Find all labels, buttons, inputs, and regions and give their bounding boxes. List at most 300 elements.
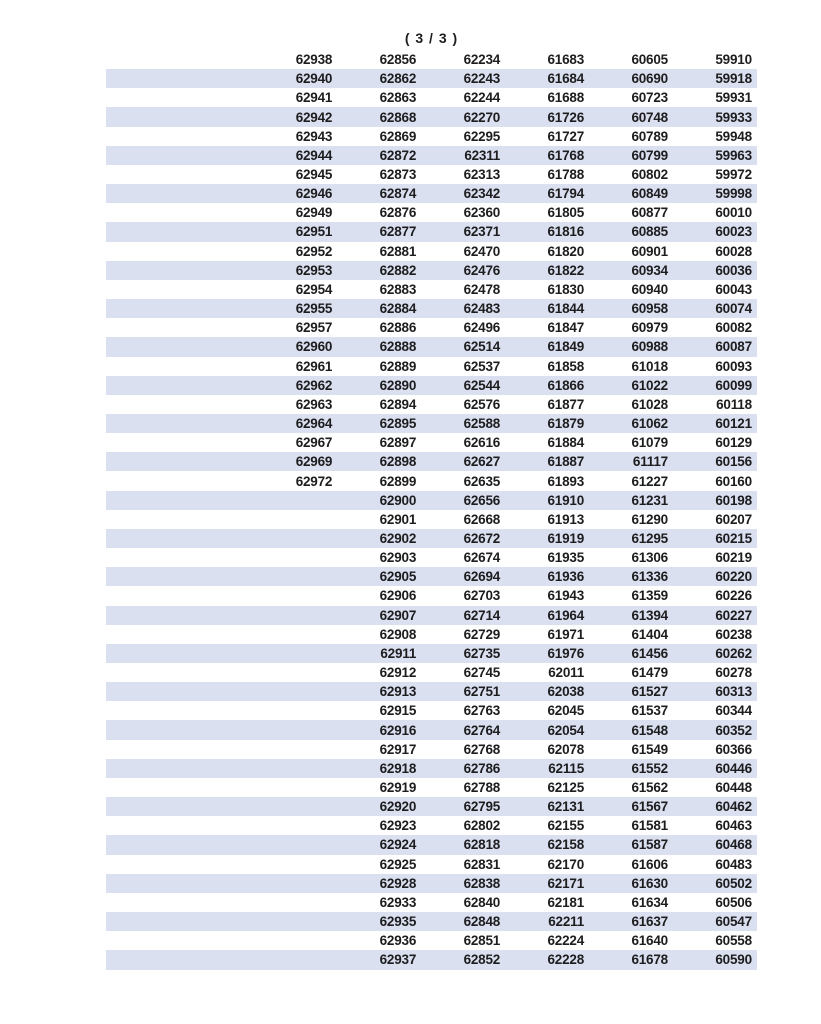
table-row: [106, 395, 757, 414]
table-cell: 62588: [463, 416, 501, 432]
table-cell: 62537: [463, 358, 501, 374]
table-cell: 60036: [715, 262, 752, 278]
table-cell: 62908: [379, 626, 417, 642]
table-cell: 62672: [463, 530, 501, 546]
table-cell: 61847: [547, 320, 585, 336]
table-cell: 62964: [295, 416, 333, 432]
table-row: [106, 759, 757, 778]
table-cell: 62946: [295, 186, 333, 202]
table-cell: 62906: [379, 588, 417, 604]
table-cell: 62936: [379, 933, 417, 949]
table-cell: 62962: [295, 377, 333, 393]
table-cell: 61820: [547, 243, 585, 259]
table-cell: 60901: [631, 243, 668, 259]
table-cell: 62890: [379, 377, 417, 393]
table-cell: 62703: [463, 588, 501, 604]
table-row: [106, 567, 757, 586]
table-row: [106, 242, 757, 261]
table-row: [106, 740, 757, 759]
table-cell: 60958: [631, 301, 668, 317]
table-cell: 62884: [379, 301, 417, 317]
table-cell: 61306: [631, 550, 668, 566]
table-cell: 62735: [463, 645, 501, 661]
table-cell: 62158: [547, 837, 585, 853]
table-cell: 62868: [379, 109, 417, 125]
table-cell: 59972: [715, 167, 752, 183]
table-cell: 62576: [463, 396, 501, 412]
table-cell: 61816: [547, 224, 585, 240]
table-cell: 62907: [379, 607, 417, 623]
table-cell: 60082: [715, 320, 752, 336]
table-row: [106, 893, 757, 912]
table-cell: 62903: [379, 550, 417, 566]
table-cell: 62886: [379, 320, 417, 336]
table-row: [106, 855, 757, 874]
table-row: [106, 835, 757, 854]
table-cell: 59931: [715, 90, 752, 106]
table-cell: 60238: [715, 626, 752, 642]
table-cell: 62038: [547, 684, 585, 700]
table-cell: 62360: [463, 205, 501, 221]
table-row: [106, 318, 757, 337]
table-cell: 62211: [548, 914, 585, 930]
table-cell: 61678: [631, 952, 668, 968]
table-cell: 62960: [295, 339, 333, 355]
table-cell: 62901: [379, 511, 417, 527]
table-cell: 60940: [631, 281, 668, 297]
table-cell: 62483: [463, 301, 501, 317]
table-cell: 59918: [715, 71, 752, 87]
table-cell: 61231: [631, 492, 668, 508]
table-cell: 60344: [715, 703, 752, 719]
table-cell: 62955: [295, 301, 333, 317]
table-cell: 62851: [463, 933, 501, 949]
table-cell: 61805: [547, 205, 585, 221]
table-cell: 62944: [295, 147, 333, 163]
table-cell: 62915: [379, 703, 417, 719]
table-cell: 61936: [547, 569, 585, 585]
table-row: [106, 950, 757, 969]
table-cell: 60215: [715, 530, 752, 546]
table-row: [106, 797, 757, 816]
table-cell: 62935: [379, 914, 417, 930]
table-cell: 62131: [547, 799, 585, 815]
table-cell: 62856: [379, 52, 417, 68]
table-cell: 62078: [547, 741, 585, 757]
table-cell: 61637: [631, 914, 668, 930]
table-cell: 62898: [379, 454, 417, 470]
table-cell: 62888: [379, 339, 417, 355]
table-cell: 62925: [379, 856, 417, 872]
table-row: [106, 299, 757, 318]
table-row: [106, 203, 757, 222]
table-cell: 62786: [463, 760, 501, 776]
table-cell: 61479: [631, 665, 668, 681]
table-cell: 62818: [463, 837, 501, 853]
table-cell: 61018: [631, 358, 668, 374]
table-cell: 62872: [379, 147, 417, 163]
table-cell: 60262: [715, 645, 752, 661]
table-cell: 62840: [463, 894, 501, 910]
table-cell: 60558: [715, 933, 752, 949]
table-cell: 62883: [379, 281, 417, 297]
table-cell: 62848: [463, 914, 501, 930]
table-cell: 61606: [631, 856, 668, 872]
table-cell: 60160: [715, 473, 752, 489]
table-cell: 60129: [715, 435, 752, 451]
table-cell: 60799: [631, 147, 668, 163]
table-cell: 61394: [631, 607, 668, 623]
table-row: [106, 337, 757, 356]
table-row: [106, 261, 757, 280]
table-cell: 61117: [632, 454, 668, 470]
table-cell: 62802: [463, 818, 501, 834]
table-cell: 62313: [463, 167, 501, 183]
table-row: [106, 107, 757, 126]
table-cell: 60446: [715, 760, 752, 776]
table-cell: 62125: [547, 780, 585, 796]
table-cell: 60934: [631, 262, 668, 278]
table-cell: 62170: [547, 856, 585, 872]
table-cell: 62228: [547, 952, 585, 968]
table-cell: 62917: [379, 741, 417, 757]
table-cell: 62889: [379, 358, 417, 374]
table-cell: 62951: [295, 224, 333, 240]
table-cell: 61587: [631, 837, 668, 853]
table-cell: 62656: [463, 492, 501, 508]
table-row: [106, 625, 757, 644]
table-cell: 61976: [547, 645, 585, 661]
table-cell: 62155: [547, 818, 585, 834]
table-cell: 61630: [631, 875, 668, 891]
table-cell: 62874: [379, 186, 417, 202]
table-cell: 61971: [547, 626, 585, 642]
table-cell: 61866: [547, 377, 585, 393]
table-cell: 61640: [631, 933, 668, 949]
table-cell: 62729: [463, 626, 501, 642]
table-cell: 62897: [379, 435, 417, 451]
table-row: [106, 452, 757, 471]
table-cell: 61822: [547, 262, 585, 278]
table-cell: 60877: [631, 205, 668, 221]
table-cell: 59910: [715, 52, 752, 68]
table-cell: 60723: [631, 90, 668, 106]
table-cell: 62244: [463, 90, 501, 106]
table-cell: 60043: [715, 281, 752, 297]
table-cell: 60010: [715, 205, 752, 221]
table-cell: 61794: [547, 186, 585, 202]
table-cell: 62941: [295, 90, 333, 106]
table-cell: 60988: [631, 339, 668, 355]
table-cell: 62949: [295, 205, 333, 221]
table-cell: 62967: [295, 435, 333, 451]
table-cell: 62972: [295, 473, 333, 489]
table-cell: 62876: [379, 205, 417, 221]
table-row: [106, 529, 757, 548]
table-cell: 62928: [379, 875, 417, 891]
table-row: [106, 146, 757, 165]
table-cell: 62115: [548, 760, 585, 776]
table-cell: 62852: [463, 952, 501, 968]
table-cell: 61727: [547, 128, 585, 144]
table-cell: 61910: [547, 492, 585, 508]
table-cell: 62745: [463, 665, 501, 681]
table-cell: 61879: [547, 416, 585, 432]
table-cell: 61537: [631, 703, 668, 719]
table-row: [106, 184, 757, 203]
table-cell: 62181: [547, 894, 585, 910]
table-cell: 61227: [631, 473, 668, 489]
page-indicator: ( 3 / 3 ): [404, 30, 459, 46]
table-cell: 61935: [547, 550, 585, 566]
table-cell: 62881: [379, 243, 417, 259]
table-cell: 62371: [463, 224, 501, 240]
table-cell: 61022: [631, 377, 668, 393]
table-cell: 62224: [547, 933, 585, 949]
table-cell: 60227: [715, 607, 752, 623]
table-cell: 60605: [631, 52, 668, 68]
table-cell: 61964: [547, 607, 585, 623]
table-cell: 60093: [715, 358, 752, 374]
table-cell: 62627: [463, 454, 501, 470]
table-row: [106, 414, 757, 433]
table-cell: 62869: [379, 128, 417, 144]
table-cell: 62862: [379, 71, 417, 87]
table-cell: 60547: [715, 914, 752, 930]
table-cell: 59998: [715, 186, 752, 202]
table-row: [106, 701, 757, 720]
table-cell: 61548: [631, 722, 668, 738]
table-row: [106, 50, 757, 69]
table-cell: 60463: [715, 818, 752, 834]
table-cell: 62963: [295, 396, 333, 412]
table-cell: 61887: [547, 454, 585, 470]
table-cell: 60590: [715, 952, 752, 968]
table-cell: 60789: [631, 128, 668, 144]
table-cell: 60462: [715, 799, 752, 815]
table-cell: 62243: [463, 71, 501, 87]
table-cell: 62882: [379, 262, 417, 278]
table-row: [106, 433, 757, 452]
table-cell: 62905: [379, 569, 417, 585]
table-cell: 61913: [547, 511, 585, 527]
table-row: [106, 280, 757, 299]
table-cell: 62895: [379, 416, 417, 432]
table-cell: 62953: [295, 262, 333, 278]
table-cell: 62954: [295, 281, 333, 297]
table-cell: 61634: [631, 894, 668, 910]
table-cell: 62920: [379, 799, 417, 815]
table-cell: 61877: [547, 396, 585, 412]
table-cell: 61336: [631, 569, 668, 585]
table-row: [106, 69, 757, 88]
table-cell: 59963: [715, 147, 752, 163]
table-cell: 62942: [295, 109, 333, 125]
table-cell: 60352: [715, 722, 752, 738]
table-cell: 61893: [547, 473, 585, 489]
table-cell: 62011: [548, 665, 585, 681]
table-cell: 62694: [463, 569, 501, 585]
table-cell: 62933: [379, 894, 417, 910]
table-row: [106, 682, 757, 701]
table-cell: 60207: [715, 511, 752, 527]
table-cell: 61726: [547, 109, 585, 125]
table-cell: 61943: [547, 588, 585, 604]
table-cell: 61290: [631, 511, 668, 527]
table-cell: 62918: [379, 760, 417, 776]
table-cell: 61404: [631, 626, 668, 642]
table-cell: 62913: [379, 684, 417, 700]
table-cell: 60099: [715, 377, 752, 393]
table-cell: 62768: [463, 741, 501, 757]
table-cell: 61858: [547, 358, 585, 374]
table-cell: 62764: [463, 722, 501, 738]
table-cell: 62940: [295, 71, 333, 87]
table-cell: 59948: [715, 128, 752, 144]
table-row: [106, 931, 757, 950]
table-cell: 59933: [715, 109, 752, 125]
table-cell: 60506: [715, 894, 752, 910]
table-cell: 62171: [547, 875, 585, 891]
table-row: [106, 376, 757, 395]
table-cell: 61527: [631, 684, 668, 700]
table-row: [106, 548, 757, 567]
table-cell: 62900: [379, 492, 417, 508]
table-cell: 62234: [463, 52, 501, 68]
table-cell: 62919: [379, 780, 417, 796]
table-cell: 61884: [547, 435, 585, 451]
table-cell: 61567: [631, 799, 668, 815]
table-cell: 62899: [379, 473, 417, 489]
table-cell: 60226: [715, 588, 752, 604]
table-cell: 61552: [631, 760, 668, 776]
table-cell: 60468: [715, 837, 752, 853]
table-cell: 60748: [631, 109, 668, 125]
table-cell: 60502: [715, 875, 752, 891]
table-cell: 62894: [379, 396, 417, 412]
table-cell: 60220: [715, 569, 752, 585]
table-cell: 62478: [463, 281, 501, 297]
table-cell: 62863: [379, 90, 417, 106]
table-cell: 62795: [463, 799, 501, 815]
table-cell: 61456: [631, 645, 668, 661]
table-row: [106, 874, 757, 893]
table-cell: 62342: [463, 186, 501, 202]
table-cell: 62937: [379, 952, 417, 968]
table-cell: 60690: [631, 71, 668, 87]
table-cell: 61844: [547, 301, 585, 317]
table-cell: 62877: [379, 224, 417, 240]
table-cell: 60448: [715, 780, 752, 796]
table-row: [106, 491, 757, 510]
table-cell: 61849: [547, 339, 585, 355]
table-cell: 60366: [715, 741, 752, 757]
table-row: [106, 816, 757, 835]
table-cell: 62912: [379, 665, 417, 681]
table-cell: 61581: [631, 818, 668, 834]
table-cell: 61684: [547, 71, 585, 87]
table-cell: 61562: [631, 780, 668, 796]
table-row: [106, 222, 757, 241]
table-cell: 61788: [547, 167, 585, 183]
table-cell: 60023: [715, 224, 752, 240]
table-cell: 60121: [715, 416, 752, 432]
table-row: [106, 720, 757, 739]
number-table: [106, 50, 757, 970]
table-cell: 62952: [295, 243, 333, 259]
table-cell: 62873: [379, 167, 417, 183]
table-cell: 62514: [463, 339, 501, 355]
table-cell: 61079: [631, 435, 668, 451]
table-cell: 60156: [715, 454, 752, 470]
table-cell: 62295: [463, 128, 501, 144]
table-cell: 62496: [463, 320, 501, 336]
table-cell: 61028: [631, 396, 668, 412]
table-cell: 60219: [715, 550, 752, 566]
table-cell: 62924: [379, 837, 417, 853]
table-cell: 62476: [463, 262, 501, 278]
table-cell: 60979: [631, 320, 668, 336]
table-cell: 62831: [463, 856, 501, 872]
table-cell: 62945: [295, 167, 333, 183]
table-cell: 61683: [547, 52, 585, 68]
table-cell: 62616: [463, 435, 501, 451]
table-cell: 61359: [631, 588, 668, 604]
table-cell: 60074: [715, 301, 752, 317]
table-cell: 61549: [631, 741, 668, 757]
table-cell: 62943: [295, 128, 333, 144]
table-row: [106, 471, 757, 490]
table-cell: 60849: [631, 186, 668, 202]
table-cell: 62902: [379, 530, 417, 546]
table-cell: 62674: [463, 550, 501, 566]
table-cell: 62763: [463, 703, 501, 719]
table-row: [106, 778, 757, 797]
table-row: [106, 912, 757, 931]
table-cell: 62544: [463, 377, 501, 393]
table-cell: 62838: [463, 875, 501, 891]
table-cell: 62916: [379, 722, 417, 738]
table-cell: 62311: [464, 147, 501, 163]
table-cell: 62668: [463, 511, 501, 527]
table-cell: 60885: [631, 224, 668, 240]
table-cell: 62045: [547, 703, 585, 719]
table-cell: 60028: [715, 243, 752, 259]
table-cell: 62054: [547, 722, 585, 738]
table-cell: 62270: [463, 109, 501, 125]
table-row: [106, 644, 757, 663]
table-cell: 60802: [631, 167, 668, 183]
table-cell: 60198: [715, 492, 752, 508]
table-cell: 61688: [547, 90, 585, 106]
table-cell: 60483: [715, 856, 752, 872]
table-row: [106, 606, 757, 625]
table-row: [106, 127, 757, 146]
table-cell: 61062: [631, 416, 668, 432]
table-row: [106, 165, 757, 184]
table-cell: 60313: [715, 684, 752, 700]
table-cell: 62957: [295, 320, 333, 336]
table-cell: 62969: [295, 454, 333, 470]
table-row: [106, 663, 757, 682]
table-cell: 61830: [547, 281, 585, 297]
table-cell: 60118: [716, 396, 752, 412]
table-cell: 62635: [463, 473, 501, 489]
table-row: [106, 510, 757, 529]
table-cell: 62470: [463, 243, 501, 259]
table-cell: 61919: [547, 530, 585, 546]
table-row: [106, 586, 757, 605]
